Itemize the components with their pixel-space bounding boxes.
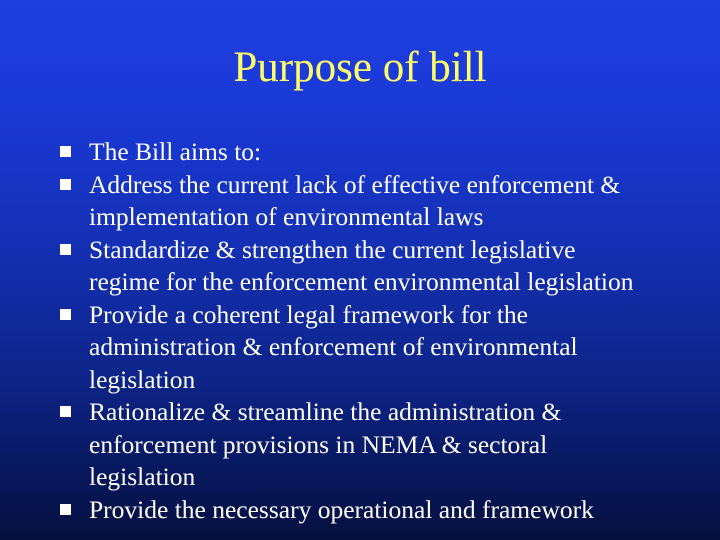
bullet-item — [60, 169, 660, 234]
square-bullet-icon — [60, 179, 71, 190]
square-bullet-icon — [60, 309, 71, 320]
bullet-text: Provide a coherent legal framework for the administration & enforcement of environmental legislation — [89, 299, 578, 394]
bullet-text: Provide the necessary operational and framework — [89, 494, 594, 524]
square-bullet-icon — [60, 406, 71, 417]
bullet-text: Standardize & strengthen the current legislative regime for the enforcement environmental legislation — [89, 234, 634, 296]
bullet-text: Address the current lack of effective enforcement & implementation of environmental laws — [89, 169, 621, 231]
bullet-item — [60, 396, 660, 494]
bullet-text: The Bill aims to: — [89, 137, 262, 166]
square-bullet-icon — [60, 146, 71, 157]
bullet-text: Rationalize & streamline the administration & enforcement provisions in NEMA & sectoral legislation — [89, 397, 562, 491]
bullet-item — [60, 234, 660, 299]
bullet-item — [60, 494, 660, 527]
square-bullet-icon — [60, 504, 71, 515]
square-bullet-icon — [60, 244, 71, 255]
slide-title: Purpose of bill — [233, 44, 487, 91]
bullet-item — [60, 136, 660, 169]
bullet-list — [60, 136, 660, 526]
bullet-item — [60, 299, 660, 397]
